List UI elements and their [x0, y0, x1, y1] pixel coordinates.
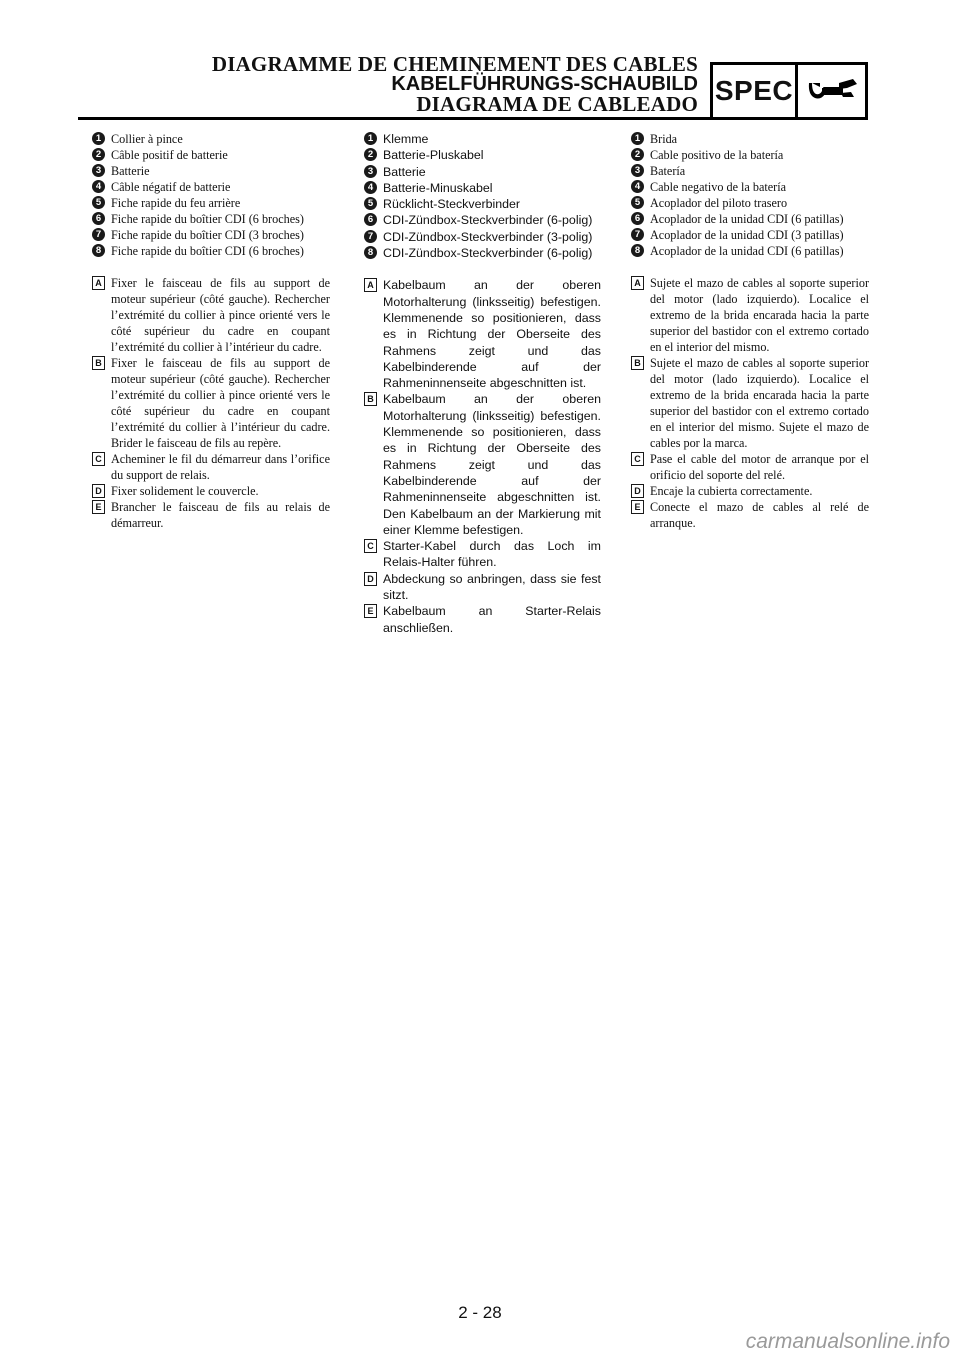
number-marker: 5 [364, 197, 377, 210]
number-marker: 7 [631, 228, 644, 241]
legend-item [92, 211, 330, 227]
legend-text: Fiche rapide du boîtier CDI (3 broches) [111, 228, 304, 242]
letter-marker: B [364, 392, 377, 406]
letter-marker: D [631, 484, 644, 498]
letter-marker: E [364, 604, 377, 618]
legend-item [631, 243, 869, 259]
legend-text: Brida [650, 132, 678, 146]
letter-marker: C [364, 539, 377, 553]
note-text: Starter-Kabel durch das Loch im Relais-Halter führen. [383, 539, 601, 570]
note-text: Sujete el mazo de cables al soporte superior del motor (lado izquierdo). Localice el extremo de la brida encarada hacia la parte superior del bastidor con el extremo cortado en el interior del mismo. Sujete el mazo de cables por la marca. [650, 356, 869, 450]
legend-text: Acoplador del piloto trasero [650, 196, 788, 210]
legend-text: Acoplador de la unidad CDI (6 patillas) [650, 244, 844, 258]
wrench-icon [798, 65, 865, 117]
number-marker: 4 [631, 180, 644, 193]
spacer [631, 259, 869, 275]
header-rule [78, 117, 710, 120]
instruction-note [92, 451, 330, 483]
legend-item [92, 227, 330, 243]
legend-item [631, 131, 869, 147]
number-marker: 8 [92, 244, 105, 257]
spec-label: SPEC [713, 65, 798, 117]
legend-item [92, 131, 330, 147]
legend-text: Câble positif de batterie [111, 148, 228, 162]
legend-item [364, 229, 601, 245]
letter-marker: B [92, 356, 105, 370]
legend-item [631, 211, 869, 227]
legend-text: Acoplador de la unidad CDI (6 patillas) [650, 212, 844, 226]
letter-marker: E [92, 500, 105, 514]
legend-item [364, 212, 601, 228]
instruction-note [92, 499, 330, 531]
number-marker: 5 [631, 196, 644, 209]
note-text: Fixer solidement le couvercle. [111, 484, 259, 498]
number-marker: 2 [631, 148, 644, 161]
legend-text: Fiche rapide du boîtier CDI (6 broches) [111, 212, 304, 226]
note-text: Fixer le faisceau de fils au support de moteur supérieur (côté gauche). Rechercher l’extrémité du collier à pince orienté vers le côté supérieur du cadre en coupant l’extrémité du collier à l’intérieur du cadre. [111, 276, 330, 354]
legend-text: CDI-Zündbox-Steckverbinder (3-polig) [383, 229, 593, 244]
number-marker: 6 [631, 212, 644, 225]
letter-marker: E [631, 500, 644, 514]
page-title-french: DIAGRAMME DE CHEMINEMENT DES CABLES [211, 52, 698, 76]
note-text: Pase el cable del motor de arranque por el orificio del soporte del relé. [650, 452, 869, 482]
legend-item [631, 163, 869, 179]
letter-marker: D [364, 572, 377, 586]
legend-text: Fiche rapide du feu arrière [111, 196, 241, 210]
note-text: Kabelbaum an der oberen Motorhalterung (linksseitig) befestigen. Klemmenende so positionieren, dass es in Richtung der Oberseite des Rahmens zeigt und das Kabelbinderende auf der Rahmeninnenseite abgeschnitten ist. [383, 278, 601, 391]
number-marker: 2 [92, 148, 105, 161]
number-marker: 1 [631, 132, 644, 145]
legend-item [364, 164, 601, 180]
number-marker: 8 [364, 246, 377, 259]
instruction-note [364, 538, 601, 571]
legend-text: Batterie-Pluskabel [383, 148, 484, 163]
number-marker: 2 [364, 148, 377, 161]
legend-text: Acoplador de la unidad CDI (3 patillas) [650, 228, 844, 242]
note-text: Conecte el mazo de cables al relé de arranque. [650, 500, 869, 530]
column-german [364, 131, 601, 636]
letter-marker: A [364, 278, 377, 292]
number-marker: 3 [364, 165, 377, 178]
instruction-note [92, 483, 330, 499]
note-text: Encaje la cubierta correctamente. [650, 484, 813, 498]
instruction-note [631, 499, 869, 531]
number-marker: 7 [92, 228, 105, 241]
note-text: Sujete el mazo de cables al soporte superior del motor (lado izquierdo). Localice el extremo de la brida encarada hacia la parte superior del bastidor con el extremo cortado en el interior del mismo. [650, 276, 869, 354]
instruction-note [631, 275, 869, 355]
legend-text: Batterie-Minuskabel [383, 180, 493, 195]
note-text: Acheminer le fil du démarreur dans l’orifice du support de relais. [111, 452, 330, 482]
legend-text: Batería [650, 164, 686, 178]
legend-item [631, 147, 869, 163]
legend-text: Cable negativo de la batería [650, 180, 787, 194]
number-marker: 5 [92, 196, 105, 209]
legend-item [364, 196, 601, 212]
number-marker: 6 [92, 212, 105, 225]
legend-item [92, 163, 330, 179]
page-header [0, 0, 960, 125]
legend-item [92, 147, 330, 163]
note-text: Fixer le faisceau de fils au support de moteur supérieur (côté gauche). Rechercher l’extrémité du collier à pince orienté vers le côté supérieur du cadre en coupant l’extrémité du collier à l’intérieur du cadre. Brider le faisceau de fils au repère. [111, 356, 330, 450]
legend-text: CDI-Zündbox-Steckverbinder (6-polig) [383, 246, 593, 261]
column-spanish [631, 131, 869, 531]
letter-marker: B [631, 356, 644, 370]
legend-text: Rücklicht-Steckverbinder [383, 197, 521, 212]
instruction-note [364, 571, 601, 604]
legend-item [631, 227, 869, 243]
legend-item [92, 243, 330, 259]
note-text: Brancher le faisceau de fils au relais de démarreur. [111, 500, 330, 530]
letter-marker: C [92, 452, 105, 466]
number-marker: 8 [631, 244, 644, 257]
letter-marker: A [92, 276, 105, 290]
number-marker: 3 [92, 164, 105, 177]
legend-item [631, 195, 869, 211]
note-text: Abdeckung so anbringen, dass sie fest sitzt. [383, 571, 601, 603]
number-marker: 6 [364, 213, 377, 226]
letter-marker: D [92, 484, 105, 498]
number-marker: 4 [92, 180, 105, 193]
legend-text: Klemme [383, 132, 429, 146]
instruction-note [92, 355, 330, 451]
legend-item [92, 179, 330, 195]
spec-badge [710, 62, 868, 120]
instruction-note [631, 451, 869, 483]
legend-text: Fiche rapide du boîtier CDI (6 broches) [111, 244, 304, 258]
legend-item [92, 195, 330, 211]
instruction-note [364, 603, 601, 636]
legend-item [364, 245, 601, 261]
legend-text: Batterie [111, 164, 150, 178]
legend-text: CDI-Zündbox-Steckverbinder (6-polig) [383, 213, 593, 228]
number-marker: 1 [92, 132, 105, 145]
instruction-note [631, 355, 869, 451]
legend-text: Câble négatif de batterie [111, 180, 231, 194]
number-marker: 7 [364, 230, 377, 243]
number-marker: 3 [631, 164, 644, 177]
number-marker: 4 [364, 181, 377, 194]
column-french [92, 131, 330, 531]
legend-item [364, 147, 601, 163]
number-marker: 1 [364, 132, 377, 145]
legend-text: Collier à pince [111, 132, 183, 146]
page-number: 2 - 28 [458, 1303, 502, 1322]
legend-text: Cable positivo de la batería [650, 148, 784, 162]
legend-text: Batterie [383, 164, 426, 179]
instruction-note [92, 275, 330, 355]
page-title-spanish: DIAGRAMA DE CABLEADO [416, 92, 698, 116]
instruction-note [364, 391, 601, 538]
letter-marker: A [631, 276, 644, 290]
instruction-note [364, 277, 601, 391]
legend-item [631, 179, 869, 195]
letter-marker: C [631, 452, 644, 466]
note-text: Kabelbaum an Starter-Relais anschließen. [383, 604, 601, 635]
note-text: Kabelbaum an der oberen Motorhalterung (linksseitig) befestigen. Klemmenende so positionieren, dass es in Richtung der Oberseite des Rahmens zeigt und das Kabelbinderende auf der Rahmeninnenseite abgeschnitten ist. Den Kabelbaum an der Markierung mit einer Klemme befestigen. [383, 392, 601, 537]
legend-item [364, 180, 601, 196]
spacer [364, 261, 601, 277]
spacer [92, 259, 330, 275]
instruction-note [631, 483, 869, 499]
watermark: carmanualsonline.info [745, 1330, 950, 1353]
legend-item [364, 131, 601, 147]
page-title-german: KABELFÜHRUNGS-SCHAUBILD [391, 73, 698, 95]
